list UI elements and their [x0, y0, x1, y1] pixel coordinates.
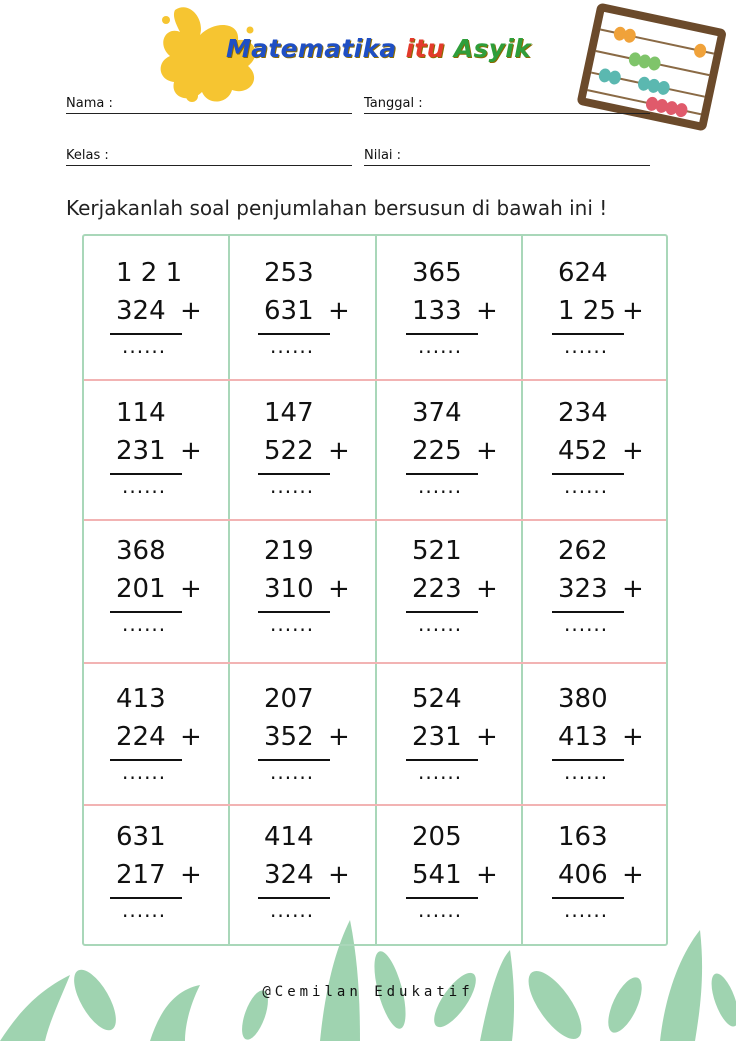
column-divider [228, 236, 230, 944]
first-addend: 413 [116, 684, 166, 714]
plus-sign: + [476, 574, 498, 604]
answer-blank[interactable]: ...... [564, 474, 609, 498]
first-addend: 380 [558, 684, 608, 714]
plus-sign: + [328, 722, 350, 752]
plus-sign: + [476, 436, 498, 466]
plus-sign: + [622, 574, 644, 604]
first-addend: 234 [558, 398, 608, 428]
first-addend: 368 [116, 536, 166, 566]
row-divider [84, 804, 666, 806]
plus-sign: + [476, 860, 498, 890]
answer-blank[interactable]: ...... [418, 334, 463, 358]
row-divider [84, 662, 666, 664]
answer-blank[interactable]: ...... [270, 474, 315, 498]
plus-sign: + [622, 296, 644, 326]
plus-sign: + [180, 574, 202, 604]
second-addend: 1 25 [558, 296, 616, 326]
answer-blank[interactable]: ...... [122, 760, 167, 784]
answer-blank[interactable]: ...... [418, 898, 463, 922]
first-addend: 374 [412, 398, 462, 428]
second-addend: 323 [558, 574, 608, 604]
class-label: Kelas : [66, 148, 109, 163]
first-addend: 624 [558, 258, 608, 288]
answer-blank[interactable]: ...... [122, 612, 167, 636]
plus-sign: + [622, 436, 644, 466]
second-addend: 231 [116, 436, 166, 466]
second-addend: 225 [412, 436, 462, 466]
plus-sign: + [328, 574, 350, 604]
second-addend: 406 [558, 860, 608, 890]
plus-sign: + [180, 296, 202, 326]
first-addend: 262 [558, 536, 608, 566]
plus-sign: + [622, 860, 644, 890]
date-line [364, 113, 650, 114]
answer-blank[interactable]: ...... [418, 760, 463, 784]
row-divider [84, 379, 666, 381]
answer-blank[interactable]: ...... [270, 760, 315, 784]
answer-blank[interactable]: ...... [418, 474, 463, 498]
date-label: Tanggal : [364, 96, 423, 111]
second-addend: 223 [412, 574, 462, 604]
instruction-text: Kerjakanlah soal penjumlahan bersusun di bawah ini ! [66, 196, 608, 220]
second-addend: 133 [412, 296, 462, 326]
first-addend: 163 [558, 822, 608, 852]
answer-blank[interactable]: ...... [270, 898, 315, 922]
plus-sign: + [180, 860, 202, 890]
plus-sign: + [476, 722, 498, 752]
plus-sign: + [180, 436, 202, 466]
problems-grid [82, 234, 668, 946]
first-addend: 521 [412, 536, 462, 566]
second-addend: 324 [116, 296, 166, 326]
second-addend: 310 [264, 574, 314, 604]
score-line [364, 165, 650, 166]
first-addend: 207 [264, 684, 314, 714]
first-addend: 631 [116, 822, 166, 852]
first-addend: 147 [264, 398, 314, 428]
answer-blank[interactable]: ...... [122, 334, 167, 358]
first-addend: 365 [412, 258, 462, 288]
second-addend: 413 [558, 722, 608, 752]
answer-blank[interactable]: ...... [418, 612, 463, 636]
second-addend: 541 [412, 860, 462, 890]
column-divider [521, 236, 523, 944]
first-addend: 1 2 1 [116, 258, 183, 288]
second-addend: 231 [412, 722, 462, 752]
page-title [226, 34, 531, 63]
plus-sign: + [622, 722, 644, 752]
answer-blank[interactable]: ...... [564, 898, 609, 922]
name-label: Nama : [66, 96, 113, 111]
answer-blank[interactable]: ...... [122, 474, 167, 498]
first-addend: 205 [412, 822, 462, 852]
plus-sign: + [180, 722, 202, 752]
name-field[interactable] [66, 96, 352, 111]
second-addend: 352 [264, 722, 314, 752]
row-divider [84, 519, 666, 521]
second-addend: 452 [558, 436, 608, 466]
second-addend: 522 [264, 436, 314, 466]
second-addend: 217 [116, 860, 166, 890]
score-label: Nilai : [364, 148, 402, 163]
answer-blank[interactable]: ...... [270, 612, 315, 636]
plus-sign: + [328, 296, 350, 326]
title-word-1: Matematika [226, 34, 397, 63]
plus-sign: + [328, 860, 350, 890]
second-addend: 324 [264, 860, 314, 890]
first-addend: 414 [264, 822, 314, 852]
title-word-2: itu [405, 34, 445, 63]
second-addend: 224 [116, 722, 166, 752]
plus-sign: + [328, 436, 350, 466]
answer-blank[interactable]: ...... [270, 334, 315, 358]
answer-blank[interactable]: ...... [564, 760, 609, 784]
answer-blank[interactable]: ...... [122, 898, 167, 922]
score-field[interactable] [364, 148, 650, 163]
first-addend: 253 [264, 258, 314, 288]
plus-sign: + [476, 296, 498, 326]
second-addend: 631 [264, 296, 314, 326]
name-line [66, 113, 352, 114]
column-divider [375, 236, 377, 944]
first-addend: 219 [264, 536, 314, 566]
answer-blank[interactable]: ...... [564, 612, 609, 636]
answer-blank[interactable]: ...... [564, 334, 609, 358]
footer-credit: @Cemilan Edukatif [262, 984, 474, 1000]
class-field[interactable] [66, 148, 352, 163]
second-addend: 201 [116, 574, 166, 604]
date-field[interactable] [364, 96, 650, 111]
class-line [66, 165, 352, 166]
first-addend: 524 [412, 684, 462, 714]
title-word-3: Asyik [453, 34, 532, 63]
first-addend: 114 [116, 398, 166, 428]
